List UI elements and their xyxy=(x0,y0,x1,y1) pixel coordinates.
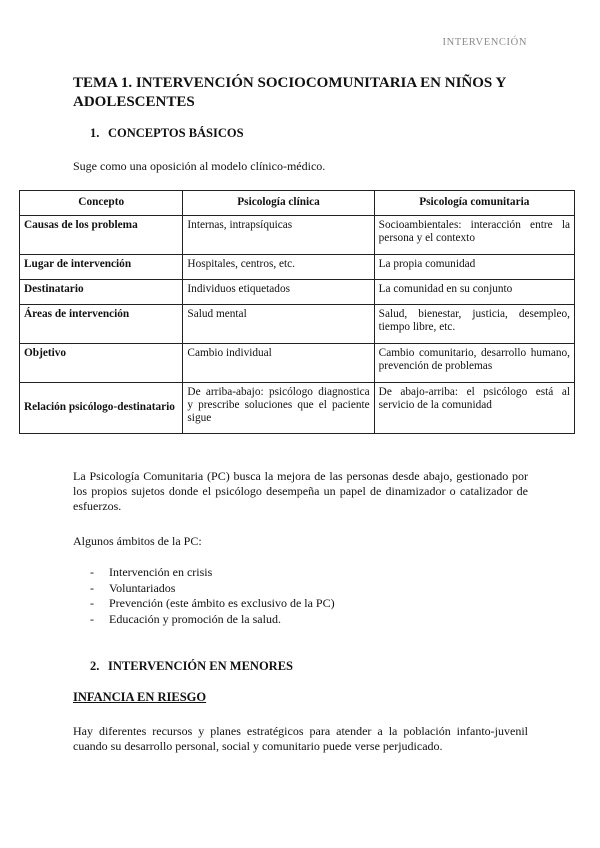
table-cell-concept: Lugar de intervención xyxy=(20,255,183,280)
scopes-intro: Algunos ámbitos de la PC: xyxy=(73,534,202,548)
table-cell-comunitaria: De abajo-arriba: el psicólogo está al servicio de la comunidad xyxy=(374,383,574,434)
table-row xyxy=(20,344,575,383)
table-header-row xyxy=(20,191,575,216)
table-cell-concept: Áreas de intervención xyxy=(20,305,183,344)
intro-paragraph: Suge como una oposición al modelo clínico-médico. xyxy=(73,159,326,173)
table-cell-clinica: Individuos etiquetados xyxy=(183,280,374,305)
table-header-clinica: Psicología clínica xyxy=(183,191,374,216)
table-cell-comunitaria: Cambio comunitario, desarrollo humano, prevención de problemas xyxy=(374,344,574,383)
table-cell-concept: Relación psicólogo-destinatario xyxy=(20,383,183,434)
table-row xyxy=(20,383,575,434)
page-title: TEMA 1. INTERVENCIÓN SOCIOCOMUNITARIA EN NIÑOS Y ADOLESCENTES xyxy=(73,75,506,110)
table-header-concepto: Concepto xyxy=(20,191,183,216)
table-row xyxy=(20,216,575,255)
table-cell-comunitaria: Salud, bienestar, justicia, desempleo, tiempo libre, etc. xyxy=(374,305,574,344)
table-row xyxy=(20,280,575,305)
subheading-infancia-en-riesgo: INFANCIA EN RIESGO xyxy=(73,690,207,704)
pc-paragraph: La Psicología Comunitaria (PC) busca la mejora de las personas desde abajo, gestionado por los propios sujetos donde el psicólogo desempeña un papel de dinamizador o catalizador de esfuerzos. xyxy=(73,469,528,513)
table-cell-clinica: Salud mental xyxy=(183,305,374,344)
section-heading-conceptos xyxy=(90,126,244,141)
table-cell-clinica: Hospitales, centros, etc. xyxy=(183,255,374,280)
list-item: - Prevención (este ámbito es exclusivo de la PC) xyxy=(90,596,335,612)
section-number: 2. xyxy=(90,659,100,673)
table-cell-concept: Destinatario xyxy=(20,280,183,305)
table-cell-concept: Objetivo xyxy=(20,344,183,383)
scopes-list xyxy=(90,565,335,627)
section-number: 1. xyxy=(90,126,100,140)
table-cell-concept: Causas de los problema xyxy=(20,216,183,255)
table-cell-clinica: Cambio individual xyxy=(183,344,374,383)
list-item: - Voluntariados xyxy=(90,581,335,597)
final-paragraph: Hay diferentes recursos y planes estratégicos para atender a la población infanto-juvenil cuando su desarrollo personal, social y comunitario puede verse perjudicado. xyxy=(73,724,528,753)
table-cell-comunitaria: La propia comunidad xyxy=(374,255,574,280)
list-item: - Educación y promoción de la salud. xyxy=(90,612,335,628)
table-row xyxy=(20,305,575,344)
list-item: - Intervención en crisis xyxy=(90,565,335,581)
section-title: INTERVENCIÓN EN MENORES xyxy=(108,659,294,673)
section-heading-menores xyxy=(90,659,293,674)
table-cell-clinica: De arriba-abajo: psicólogo diagnostica y prescribe soluciones que el paciente sigue xyxy=(183,383,374,434)
table-cell-clinica: Internas, intrapsíquicas xyxy=(183,216,374,255)
comparison-table xyxy=(19,190,575,434)
table-cell-comunitaria: La comunidad en su conjunto xyxy=(374,280,574,305)
running-header: INTERVENCIÓN xyxy=(442,37,527,48)
table-cell-comunitaria: Socioambientales: interacción entre la persona y el contexto xyxy=(374,216,574,255)
section-title: CONCEPTOS BÁSICOS xyxy=(108,126,244,140)
table-row xyxy=(20,255,575,280)
table-header-comunitaria: Psicología comunitaria xyxy=(374,191,574,216)
